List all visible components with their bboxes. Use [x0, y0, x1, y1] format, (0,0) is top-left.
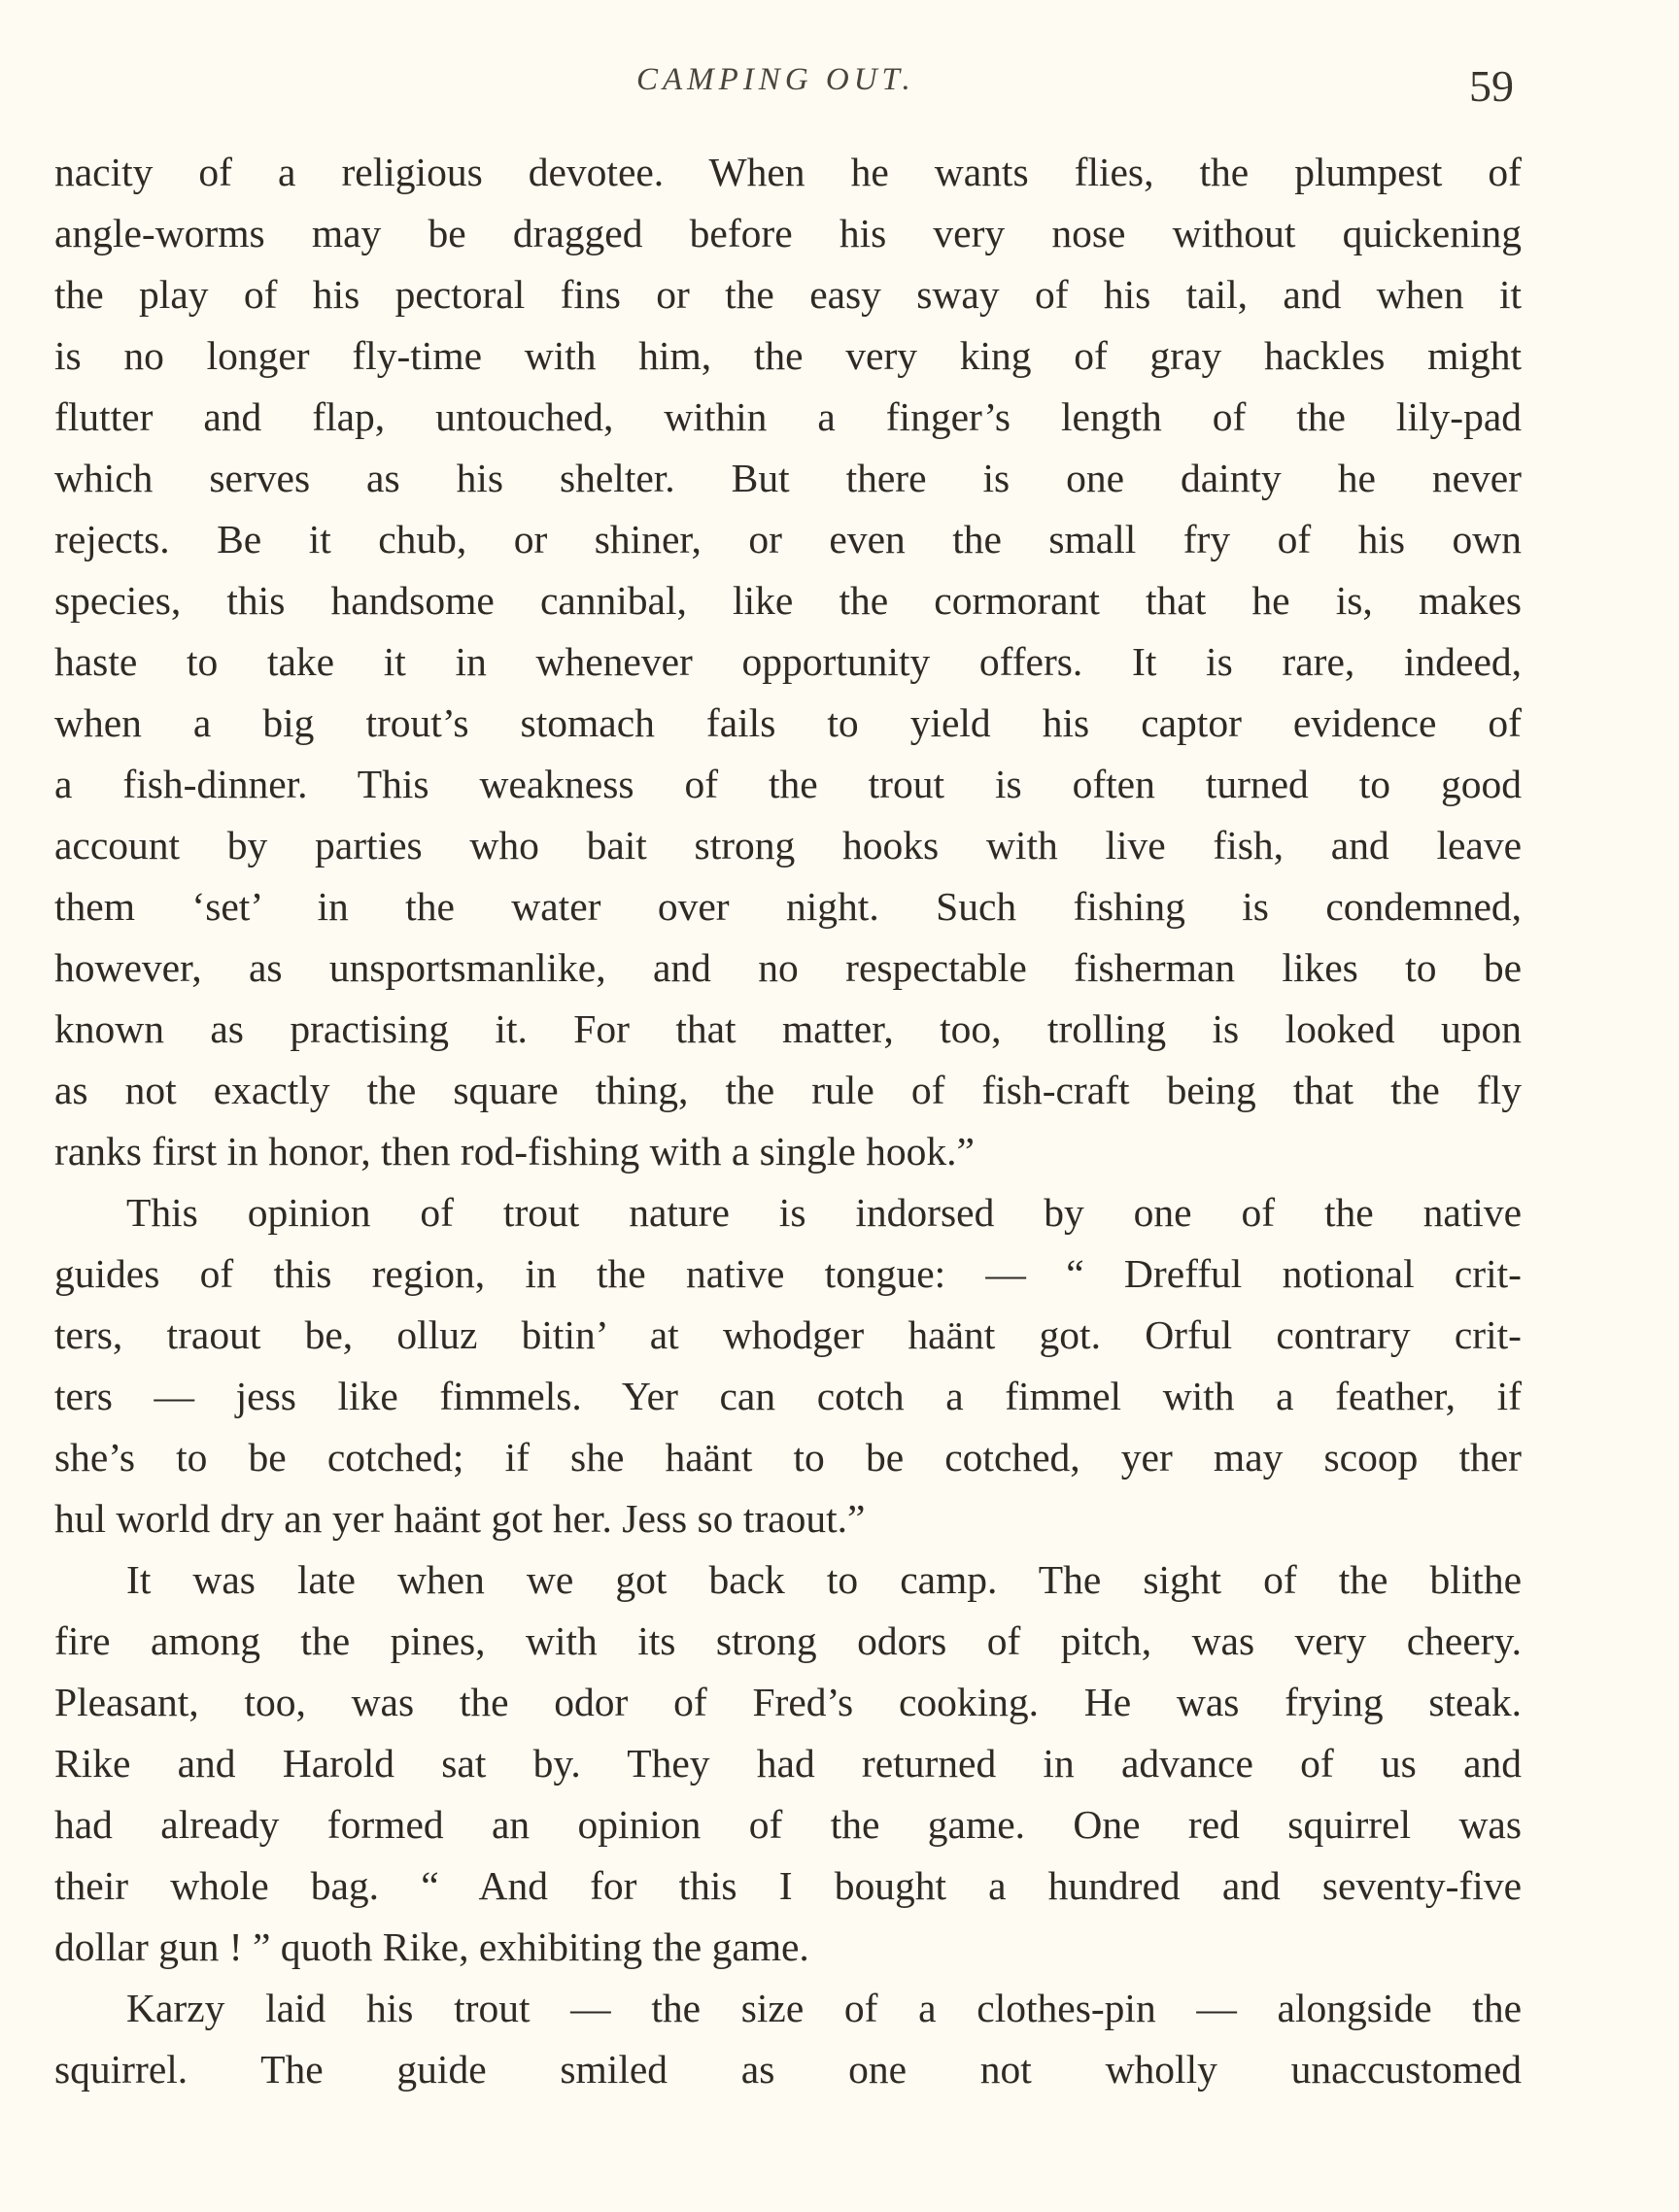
text-line: their whole bag. “ And for this I bought a hundred and seventy-five	[54, 1863, 1522, 1908]
text-line: flutter and flap, untouched, within a finger’s length of the lily-pad	[54, 394, 1522, 439]
paragraph-start-line: This opinion of trout nature is indorsed by one of the native	[126, 1190, 1522, 1235]
text-line: Pleasant, too, was the odor of Fred’s cooking. He was frying steak.	[54, 1680, 1522, 1724]
text-line: squirrel. The guide smiled as one not wholly unaccustomed	[54, 2047, 1522, 2092]
text-line: rejects. Be it chub, or shiner, or even the small fry of his own	[54, 517, 1522, 562]
text-line: a fish-dinner. This weakness of the trout is often turned to good	[54, 762, 1522, 806]
text-line: the play of his pectoral fins or the easy sway of his tail, and when it	[54, 272, 1522, 317]
page-number: 59	[1469, 61, 1514, 111]
text-line: them ‘set’ in the water over night. Such fishing is condemned,	[54, 884, 1522, 929]
text-line: which serves as his shelter. But there is one dainty he never	[54, 456, 1522, 500]
text-line: species, this handsome cannibal, like the cormorant that he is, makes	[54, 578, 1522, 623]
text-line: known as practising it. For that matter, too, trolling is looked upon	[54, 1006, 1522, 1051]
text-line: account by parties who bait strong hooks with live fish, and leave	[54, 823, 1522, 868]
text-line: is no longer fly-time with him, the very king of gray hackles might	[54, 333, 1522, 378]
paragraph-start-line: Karzy laid his trout — the size of a clothes-pin — alongside the	[126, 1986, 1522, 2030]
text-line: haste to take it in whenever opportunity offers. It is rare, indeed,	[54, 639, 1522, 684]
text-line: she’s to be cotched; if she haänt to be cotched, yer may scoop ther	[54, 1435, 1522, 1480]
text-line: Rike and Harold sat by. They had returned in advance of us and	[54, 1741, 1522, 1786]
text-line: ters, traout be, olluz bitin’ at whodger haänt got. Orful contrary crit-	[54, 1312, 1522, 1357]
text-line: as not exactly the square thing, the rule of fish-craft being that the fly	[54, 1068, 1522, 1112]
text-line: guides of this region, in the native tongue: — “ Drefful notional crit-	[54, 1251, 1522, 1296]
text-line: ters — jess like fimmels. Yer can cotch a fimmel with a feather, if	[54, 1374, 1522, 1418]
paragraph-end-line: dollar gun ! ” quoth Rike, exhibiting the game.	[54, 1924, 809, 1969]
text-line: when a big trout’s stomach fails to yield his captor evidence of	[54, 700, 1522, 745]
running-head	[0, 58, 1679, 117]
paragraph-end-line: hul world dry an yer haänt got her. Jess so traout.”	[54, 1496, 866, 1541]
text-line: nacity of a religious devotee. When he wants flies, the plumpest of	[54, 150, 1522, 194]
running-title: CAMPING OUT.	[636, 62, 915, 97]
text-line: had already formed an opinion of the game. One red squirrel was	[54, 1802, 1522, 1847]
paragraph-start-line: It was late when we got back to camp. The sight of the blithe	[126, 1557, 1522, 1602]
text-line: angle-worms may be dragged before his very nose without quickening	[54, 211, 1522, 255]
text-line: fire among the pines, with its strong odors of pitch, was very cheery.	[54, 1618, 1522, 1663]
text-line: however, as unsportsmanlike, and no respectable fisherman likes to be	[54, 945, 1522, 990]
paragraph-end-line: ranks first in honor, then rod-fishing with a single hook.”	[54, 1129, 975, 1174]
body-text	[54, 142, 1522, 2100]
